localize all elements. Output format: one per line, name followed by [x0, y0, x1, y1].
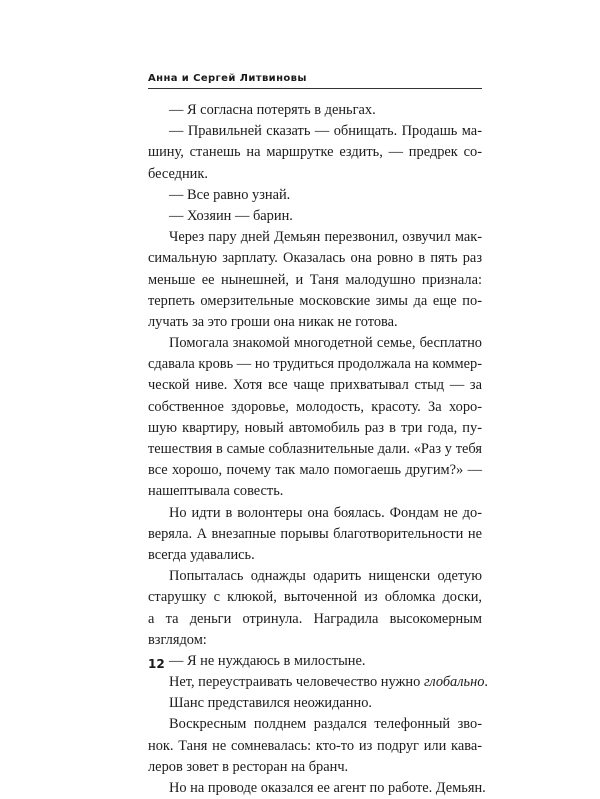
text-line: старушку с клюкой, выточенной из обломка доски,	[148, 589, 482, 606]
text-line: все хорошо, почему так мало помогаешь другим?» —	[148, 462, 482, 479]
text-line: Воскресным полднем раздался телефонный зво-	[169, 716, 482, 733]
text-line: терпеть омерзительные московские зимы да еще по-	[148, 292, 482, 309]
text-line: беседник.	[148, 165, 208, 182]
text-line: шину, станешь на маршрутке ездить, — предрек со-	[148, 144, 482, 161]
text-line: Помогала знакомой многодетной семье, бесплатно	[169, 335, 482, 352]
text-line: шую квартиру, новый автомобиль раз в три года, пу-	[148, 419, 482, 436]
header-rule	[148, 88, 482, 89]
text-line: Шанс представился неожиданно.	[169, 695, 373, 712]
text-line: собственное здоровье, молодость, красоту. За хоро-	[148, 398, 482, 415]
text-line	[148, 672, 489, 693]
text-line: всегда удавались.	[148, 546, 255, 563]
text-line: Но идти в волонтеры она боялась. Фондам не до-	[169, 504, 482, 521]
text-line: — Хозяин — барин.	[169, 207, 293, 224]
text-line: — Я согласна потерять в деньгах.	[169, 102, 376, 118]
emphasis-text: глобально	[423, 674, 485, 691]
text-line: симальную зарплату. Оказалась она ровно в пять раз	[148, 250, 482, 267]
text-line: Но на проводе оказался ее агент по работе. Демьян.	[169, 780, 486, 796]
text-segment: Нет, переустраивать человечество нужно	[169, 674, 424, 691]
text-line: ческой ниве. Хотя все чаще прихватывал стыд — за	[148, 377, 482, 394]
text-line: взглядом:	[148, 631, 207, 648]
text-line: — Я не нуждаюсь в милостыне.	[169, 652, 366, 669]
text-line: тешествия в самые соблазнительные дали. «Раз у тебя	[148, 441, 482, 457]
text-line: — Все равно узнай.	[169, 186, 291, 203]
text-line: сдавала кровь — но трудиться продолжала на коммер-	[148, 356, 482, 373]
text-line: леров зовет в ресторан на бранч.	[148, 758, 349, 775]
text-line: Через пару дней Демьян перезвонил, озвучил мак-	[169, 229, 482, 246]
text-line: нок. Таня не сомневалась: кто-то из подруг или кава-	[148, 737, 482, 754]
text-line: веряла. А внезапные порывы благотворительности не	[148, 525, 482, 542]
body-text	[148, 100, 489, 799]
running-head: Анна и Сергей Литвиновы	[148, 73, 307, 84]
text-line: нашептывала совесть.	[148, 483, 284, 500]
text-line: лучать за это гроши она никак не готова.	[148, 313, 398, 330]
text-line: а та деньги отринула. Наградила высокомерным	[148, 610, 482, 627]
text-line: — Правильней сказать — обнищать. Продашь ма-	[169, 123, 482, 140]
text-segment: .	[484, 674, 489, 691]
page-number: 12	[148, 657, 165, 671]
text-line: меньше ее нынешней, и Таня малодушно признала:	[148, 271, 482, 288]
text-line: Попыталась однажды одарить нищенски одетую	[169, 568, 482, 585]
